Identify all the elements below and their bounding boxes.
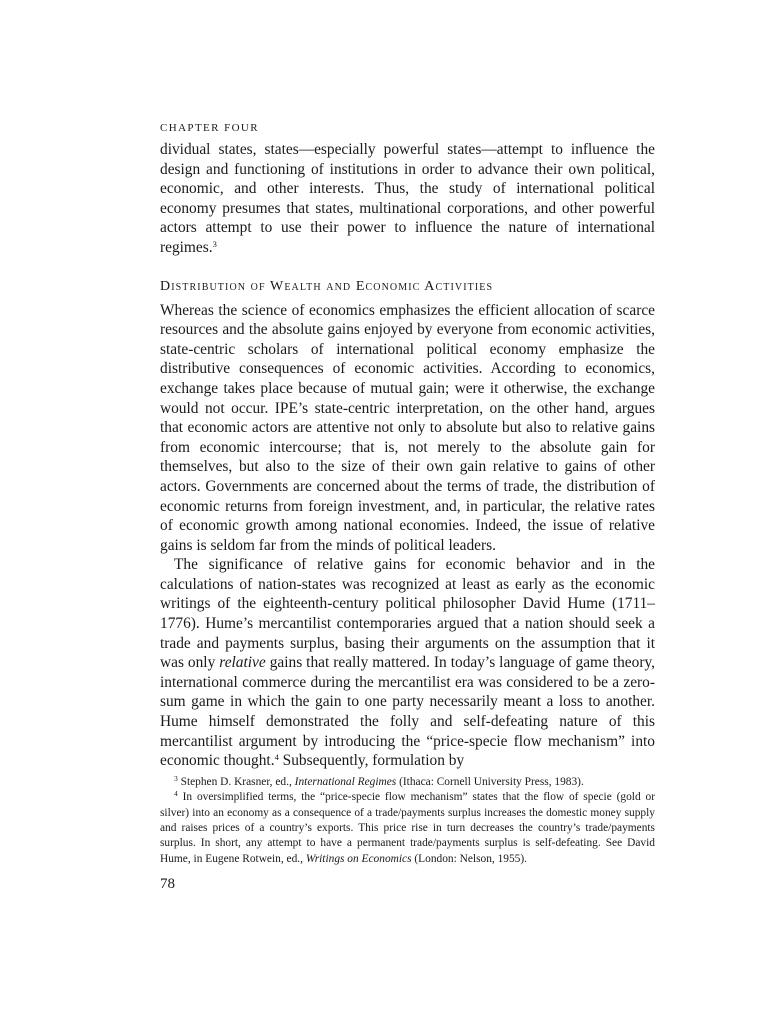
footnote-4-title: Writings on Economics xyxy=(305,852,412,865)
paragraph-1 xyxy=(160,140,655,258)
paragraph-3-part-2: gains that really mattered. In today’s language of game theory, international commerce during the mercantilist era was considered to be a zero-sum game in which the gain to one party necessarily meant a loss to another. Hume himself demonstrated the folly and self-defeating nature of this mercantilist argument by introducing the “price-specie flow mechanism” into economic thought. xyxy=(160,654,656,770)
paragraph-2: Whereas the science of economics emphasizes the efficient allocation of scarce resources and the absolute gains enjoyed by everyone from economic activities, state-centric scholars of international political economy emphasize the distributive consequences of economic activities. According to economics, exchange takes place because of mutual gain; were it otherwise, the exchange would not occur. IPE’s state-centric interpretation, on the other hand, argues that economic actors are attentive not only to absolute but also to relative gains from economic intercourse; that is, not merely to the absolute gain for themselves, but also to the size of their own gain relative to gains of other actors. Governments are concerned about the terms of trade, the distribution of economic returns from foreign investment, and, in particular, the relative rates of economic growth among national economies. Indeed, the issue of relative gains is seldom far from the minds of political leaders. xyxy=(160,301,655,554)
footnote-3-title: International Regimes xyxy=(294,775,397,788)
footnote-4 xyxy=(160,790,655,867)
footnote-3-before: Stephen D. Krasner, ed., xyxy=(180,775,295,788)
paragraph-3 xyxy=(160,555,655,771)
footnote-3 xyxy=(160,775,655,790)
body-text xyxy=(160,140,655,771)
emphasis-relative: relative xyxy=(219,654,266,672)
note-ref-4[interactable]: 4 xyxy=(274,752,279,763)
footnote-3-after: (Ithaca: Cornell University Press, 1983). xyxy=(396,775,584,788)
paragraph-1-text: dividual states, states—especially powerful states—attempt to influence the design and functioning of institutions in order to advance their own political, economic, and other interests. Thus, the study of international political economy presumes that states, multinational corporations, and other powerful actors attempt to use their power to influence the nature of international regimes. xyxy=(160,141,655,256)
page-number: 78 xyxy=(160,876,175,893)
note-ref-3[interactable]: 3 xyxy=(212,238,217,249)
paragraph-3-part-3: Subsequently, formulation by xyxy=(278,752,465,770)
footnote-4-before: In oversimplified terms, the “price-specie flow mechanism” states that the flow of specie (gold or silver) into an economy as a consequence of a trade/payments surplus increases the domestic money supply and raises prices of a country’s exports. This price rise in turn decreases the country’s trade/payments surplus. In short, any attempt to have a permanent trade/payments surplus is self-defeating. See David Hume, in Eugene Rotwein, ed., xyxy=(160,791,655,865)
footnote-4-after: (London: Nelson, 1955). xyxy=(411,852,528,865)
section-heading: Distribution of Wealth and Economic Activities xyxy=(160,278,494,294)
book-page xyxy=(160,120,655,893)
footnote-3-number: 3 xyxy=(174,773,178,783)
footnotes xyxy=(160,775,655,867)
running-head: CHAPTER FOUR xyxy=(160,122,260,134)
paragraph-3-part-1: The significance of relative gains for economic behavior and in the calculations of nation-states was recognized at least as early as the economic writings of the eighteenth-century political philosopher David Hume (1711–1776). Hume’s mercantilist contemporaries argued that a nation should seek a trade and payments surplus, basing their arguments on the assumption that it was only xyxy=(160,556,655,672)
footnote-4-number: 4 xyxy=(174,789,178,799)
